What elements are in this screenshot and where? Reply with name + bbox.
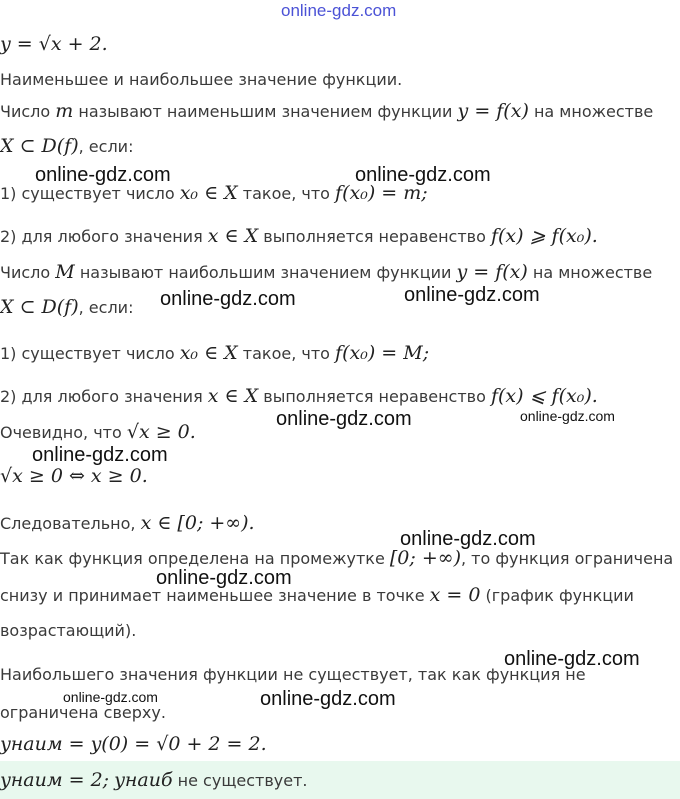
- max-condition-1: 1) существует число x₀ ∈ X такое, что f(x₀) = M;: [0, 342, 430, 364]
- min-condition-1: 1) существует число x₀ ∈ X такое, что f(x₀) = m;: [0, 182, 428, 204]
- obvious-statement: Очевидно, что √x ≥ 0.: [0, 421, 196, 443]
- watermark-top[interactable]: online-gdz.com: [281, 1, 397, 20]
- watermark[interactable]: online-gdz.com: [404, 284, 540, 306]
- watermark[interactable]: online-gdz.com: [355, 164, 491, 186]
- formula-y-sqrt-x-plus-2: y = √x + 2.: [0, 33, 108, 55]
- watermark[interactable]: online-gdz.com: [504, 648, 640, 670]
- bounded-below-line: Так как функция определена на промежутке [0; +∞), то функция ограничена: [0, 547, 674, 569]
- watermark[interactable]: online-gdz.com: [160, 288, 296, 310]
- watermark[interactable]: online-gdz.com: [260, 688, 396, 710]
- min-definition-set: X ⊂ D(f), если:: [0, 135, 134, 157]
- watermark-small[interactable]: online-gdz.com: [63, 689, 158, 705]
- watermark[interactable]: online-gdz.com: [156, 567, 292, 589]
- max-definition-line: Число M называют наибольшим значением функции y = f(x) на множестве: [0, 261, 653, 283]
- watermark-small[interactable]: online-gdz.com: [520, 408, 615, 424]
- section-heading: Наименьшее и наибольшее значение функции.: [0, 70, 403, 89]
- equivalence-formula: √x ≥ 0 ⇔ x ≥ 0.: [0, 465, 148, 487]
- min-value-computation: yнаим = y(0) = √0 + 2 = 2.: [0, 733, 267, 755]
- min-definition-line: Число m называют наименьшим значением функции y = f(x) на множестве: [0, 100, 654, 122]
- max-definition-set: X ⊂ D(f), если:: [0, 296, 134, 318]
- max-condition-2: 2) для любого значения x ∈ X выполняется неравенство f(x) ⩽ f(x₀).: [0, 385, 598, 407]
- increasing-graph-note: возрастающий).: [0, 621, 137, 640]
- min-condition-2: 2) для любого значения x ∈ X выполняется неравенство f(x) ⩾ f(x₀).: [0, 225, 598, 247]
- function-formula: [0, 33, 108, 56]
- no-maximum-line: Наибольшего значения функции не существует, так как функция не: [0, 665, 586, 684]
- minimum-point-line: снизу и принимает наименьшее значение в точке x = 0 (график функции: [0, 584, 634, 606]
- watermark[interactable]: online-gdz.com: [32, 444, 168, 466]
- watermark[interactable]: online-gdz.com: [276, 408, 412, 430]
- final-answer: yнаим = 2; yнаиб не существует.: [0, 769, 308, 791]
- watermark[interactable]: online-gdz.com: [35, 164, 171, 186]
- watermark[interactable]: online-gdz.com: [400, 528, 536, 550]
- unbounded-above-line: ограничена сверху.: [0, 703, 166, 722]
- domain-conclusion: Следовательно, x ∈ [0; +∞).: [0, 512, 255, 534]
